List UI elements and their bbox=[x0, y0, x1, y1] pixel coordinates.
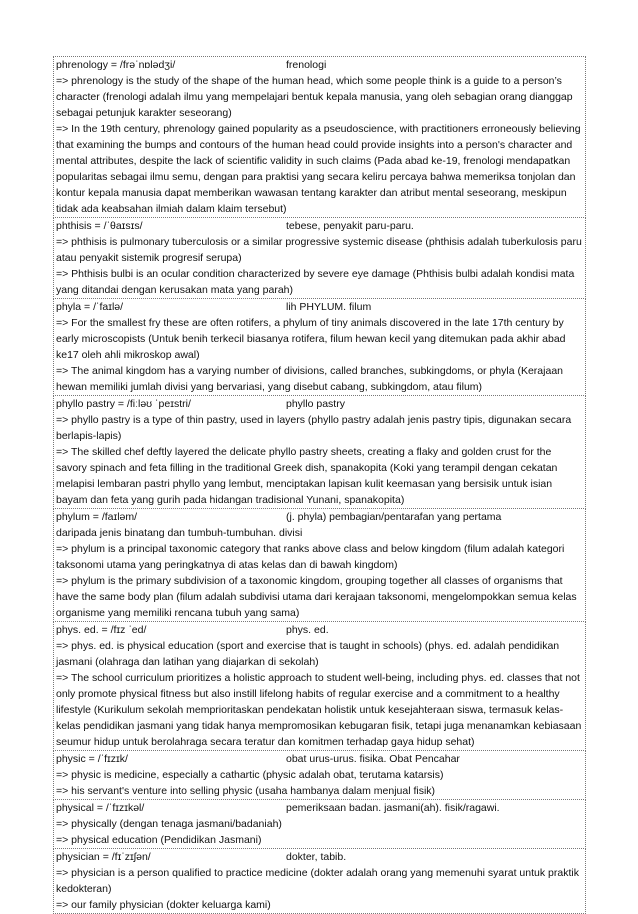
entry-physician bbox=[53, 849, 586, 914]
entry-term: phrenology = /frəˈnɒlədʒi/ bbox=[56, 59, 176, 71]
entry-definition: => physic is medicine, especially a cathartic (physic adalah obat, terutama katarsis) bbox=[56, 769, 444, 781]
entry-meaning: frenologi bbox=[286, 59, 327, 71]
entry-term: physical = /ˈfɪzɪkəl/ bbox=[56, 802, 145, 814]
entry-definition: => For the smallest fry these are often rotifers, a phylum of tiny animals discovered in the late 17th century by early microscopists (Untuk benih terkecil biasanya rotifera, filum hewan kecil yang ditemukan pada akhir abad ke17 oleh ahli mikroskop awal) bbox=[56, 317, 566, 361]
entry-meaning: lih PHYLUM. filum bbox=[286, 301, 372, 313]
entry-term: physic = /ˈfɪzɪk/ bbox=[56, 753, 128, 765]
entry-definition: => physician is a person qualified to practice medicine (dokter adalah orang yang memenuhi syarat untuk praktik kedokteran) bbox=[56, 867, 579, 895]
entry-meaning: (j. phyla) pembagian/pentarafan yang pertama bbox=[286, 511, 502, 523]
entry-definition: => physically (dengan tenaga jasmani/badaniah) bbox=[56, 818, 282, 830]
dictionary-page bbox=[53, 56, 586, 914]
entry-term: phylum = /faɪləm/ bbox=[56, 511, 138, 523]
entry-meaning: dokter, tabib. bbox=[286, 851, 347, 863]
entry-definition: => phyllo pastry is a type of thin pastry, used in layers (phyllo pastry adalah jenis pastry tipis, digunakan secara berlapis-lapis) bbox=[56, 414, 572, 442]
entry-headword bbox=[56, 622, 583, 638]
entry-phys-ed bbox=[53, 622, 586, 751]
entry-headword bbox=[56, 299, 583, 315]
entry-headword bbox=[56, 509, 583, 525]
entry-term: phys. ed. = /fɪz ˈed/ bbox=[56, 624, 147, 636]
entry-example: => The skilled chef deftly layered the delicate phyllo pastry sheets, creating a flaky and golden crust for the savory spinach and feta filling in the traditional Greek dish, spanakopita (Koki yang terampil dengan cekatan melapisi lembaran pastri phyllo yang lembut, menciptakan lapisan kulit keemasan yang bersisik untuk isian bayam dan feta yang gurih pada hidangan tradisional Yunani, spanakopita) bbox=[56, 446, 558, 506]
entry-meaning-continued: daripada jenis binatang dan tumbuh-tumbuhan. divisi bbox=[56, 527, 303, 539]
entry-definition: => phylum is a principal taxonomic category that ranks above class and below kingdom (filum adalah kategori taksonomi utama yang peringkatnya di atas kelas dan di bawah kingdom) bbox=[56, 543, 565, 571]
entry-example: => physical education (Pendidikan Jasmani) bbox=[56, 834, 262, 846]
entry-example: => phylum is the primary subdivision of a taxonomic kingdom, grouping together all classes of organisms that have the same body plan (filum adalah subdivisi utama dari kerajaan taksonomi, mengelompokkan semua kelas organisme yang memiliki rencana tubuh yang sama) bbox=[56, 575, 577, 619]
entry-term: phthisis = /ˈθaɪsɪs/ bbox=[56, 220, 143, 232]
entry-phyla bbox=[53, 299, 586, 396]
entry-headword bbox=[56, 396, 583, 412]
entry-physic bbox=[53, 751, 586, 800]
entry-definition: => phrenology is the study of the shape of the human head, which some people think is a guide to a person’s character (frenologi adalah ilmu yang mempelajari bentuk kepala manusia, yang oleh sebagian orang dianggap sebagai petunjuk karakter seseorang) bbox=[56, 75, 573, 119]
entry-physical bbox=[53, 800, 586, 849]
entry-example: => The animal kingdom has a varying number of divisions, called branches, subkingdoms, or phyla (Kerajaan hewan memiliki jumlah divisi yang bervariasi, yang disebut cabang, subkingdom, atau filum) bbox=[56, 365, 563, 393]
entry-definition: => phthisis is pulmonary tuberculosis or a similar progressive systemic disease (phthisis adalah tuberkulosis paru atau penyakit sistemik progresif serupa) bbox=[56, 236, 582, 264]
entry-meaning: phyllo pastry bbox=[286, 398, 345, 410]
entry-example: => In the 19th century, phrenology gained popularity as a pseudoscience, with practitioners erroneously believing that examining the bumps and contours of the human head could provide insights into a person's character and mental attributes, despite the lack of scientific validity in such claims (Pada abad ke-19, frenologi mendapatkan popularitas sebagai ilmu semu, dengan para praktisi yang secara keliru percaya bahwa memeriksa tonjolan dan kontur kepala manusia dapat memberikan wawasan tentang karakter dan atribut mental seseorang, meskipun tidak ada keabsahan ilmiah dalam klaim tersebut) bbox=[56, 123, 581, 215]
entry-example: => The school curriculum prioritizes a holistic approach to student well-being, including phys. ed. classes that not only promote physical fitness but also instill lifelong habits of regular exercise and a commitment to a healthy lifestyle (Kurikulum sekolah memprioritaskan pendekatan holistik untuk kesejahteraan siswa, termasuk kelas-kelas pendidikan jasmani yang tidak hanya mempromosikan kebugaran fisik, tetapi juga menanamkan kebiasaan seumur hidup untuk berolahraga secara teratur dan komitmen terhadap gaya hidup sehat) bbox=[56, 672, 582, 748]
entry-meaning: tebese, penyakit paru-paru. bbox=[286, 220, 414, 232]
entry-example: => his servant's venture into selling physic (usaha hambanya dalam menjual fisik) bbox=[56, 785, 436, 797]
entry-meaning: pemeriksaan badan. jasmani(ah). fisik/ragawi. bbox=[286, 802, 500, 814]
entry-phthisis bbox=[53, 218, 586, 299]
entry-phylum bbox=[53, 509, 586, 622]
entry-phrenology bbox=[53, 56, 586, 218]
entry-term: phyllo pastry = /fiːləʊ ˈpeɪstri/ bbox=[56, 398, 191, 410]
entry-definition: => phys. ed. is physical education (sport and exercise that is taught in schools) (phys. ed. adalah pendidikan jasmani (olahraga dan latihan yang diajarkan di sekolah) bbox=[56, 640, 560, 668]
entry-headword bbox=[56, 800, 583, 816]
entry-headword bbox=[56, 218, 583, 234]
entry-meaning: obat urus-urus. fisika. Obat Pencahar bbox=[286, 753, 460, 765]
entry-headword bbox=[56, 751, 583, 767]
entry-example: => Phthisis bulbi is an ocular condition characterized by severe eye damage (Phthisis bulbi adalah kondisi mata yang ditandai dengan kerusakan mata yang parah) bbox=[56, 268, 575, 296]
entry-term: physician = /fɪˈzɪʃən/ bbox=[56, 851, 151, 863]
entry-headword bbox=[56, 849, 583, 865]
entry-term: phyla = /ˈfaɪlə/ bbox=[56, 301, 124, 313]
entry-headword bbox=[56, 57, 583, 73]
entry-meaning: phys. ed. bbox=[286, 624, 329, 636]
entry-phyllo-pastry bbox=[53, 396, 586, 509]
entry-example: => our family physician (dokter keluarga kami) bbox=[56, 899, 271, 911]
